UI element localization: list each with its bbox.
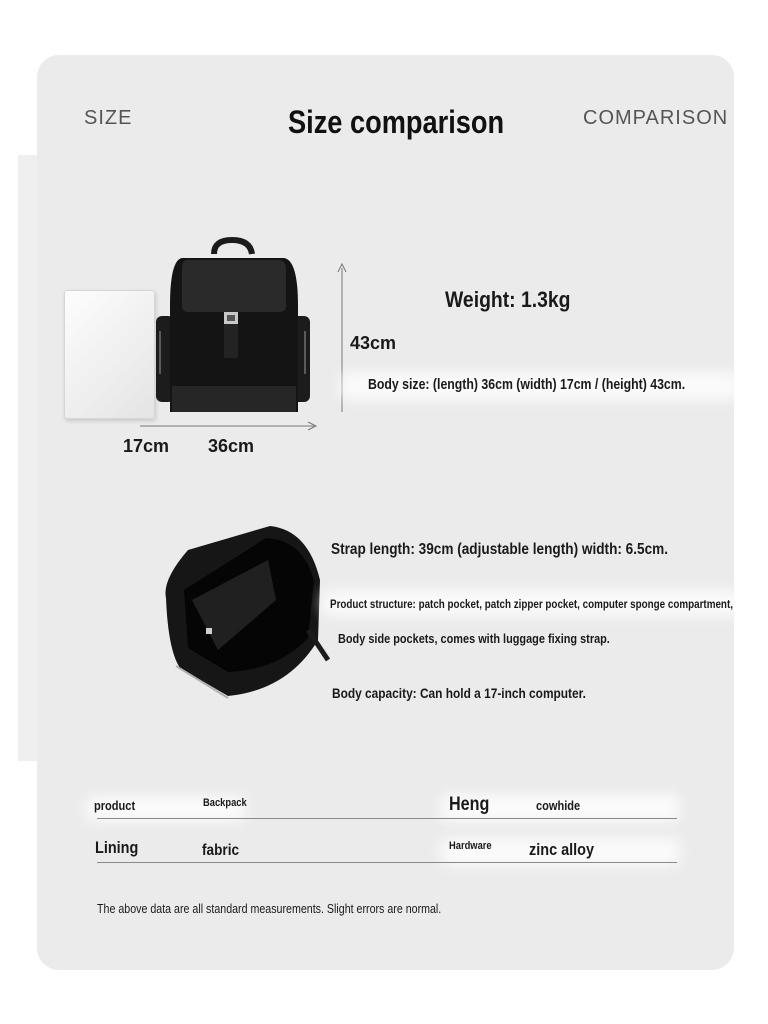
capacity-text: Body capacity: Can hold a 17-inch computer.: [332, 685, 586, 701]
length-value: 36cm: [208, 436, 255, 456]
spec-lining-label: Lining: [95, 838, 139, 857]
spec-hardware-value: zinc alloy: [529, 840, 595, 859]
spec-material-value: cowhide: [536, 798, 581, 813]
laptop-image: [64, 290, 155, 419]
comparison-label: COMPARISON: [583, 107, 729, 129]
side-strip: [18, 155, 38, 761]
spec-hardware-label: Hardware: [449, 840, 492, 852]
footnote: The above data are all standard measurements. Slight errors are normal.: [97, 901, 442, 916]
width-value: 17cm: [123, 436, 170, 456]
content-card: [37, 55, 734, 970]
size-label: SIZE: [84, 107, 133, 129]
spec-row-divider: [97, 862, 677, 863]
spec-lining-value: fabric: [202, 842, 240, 859]
length-dimension-line: [138, 420, 320, 432]
body-size-text: Body size: (length) 36cm (width) 17cm / (height) 43cm.: [368, 376, 686, 393]
backpack-front-image: [152, 236, 314, 416]
backpack-open-image: [158, 520, 334, 700]
page-title: Size comparison: [288, 104, 505, 140]
side-pockets-text: Body side pockets, comes with luggage fixing strap.: [338, 631, 610, 646]
spec-row-divider: [97, 818, 677, 819]
structure-text: Product structure: patch pocket, patch zipper pocket, computer sponge compartment,: [330, 597, 733, 611]
weight-text: Weight: 1.3kg: [445, 287, 571, 312]
spec-material-label: Heng: [449, 794, 490, 815]
height-value: 43cm: [350, 333, 397, 353]
strap-text: Strap length: 39cm (adjustable length) width: 6.5cm.: [331, 541, 669, 558]
spec-product-label: product: [94, 798, 136, 813]
spec-product-value: Backpack: [203, 797, 247, 809]
